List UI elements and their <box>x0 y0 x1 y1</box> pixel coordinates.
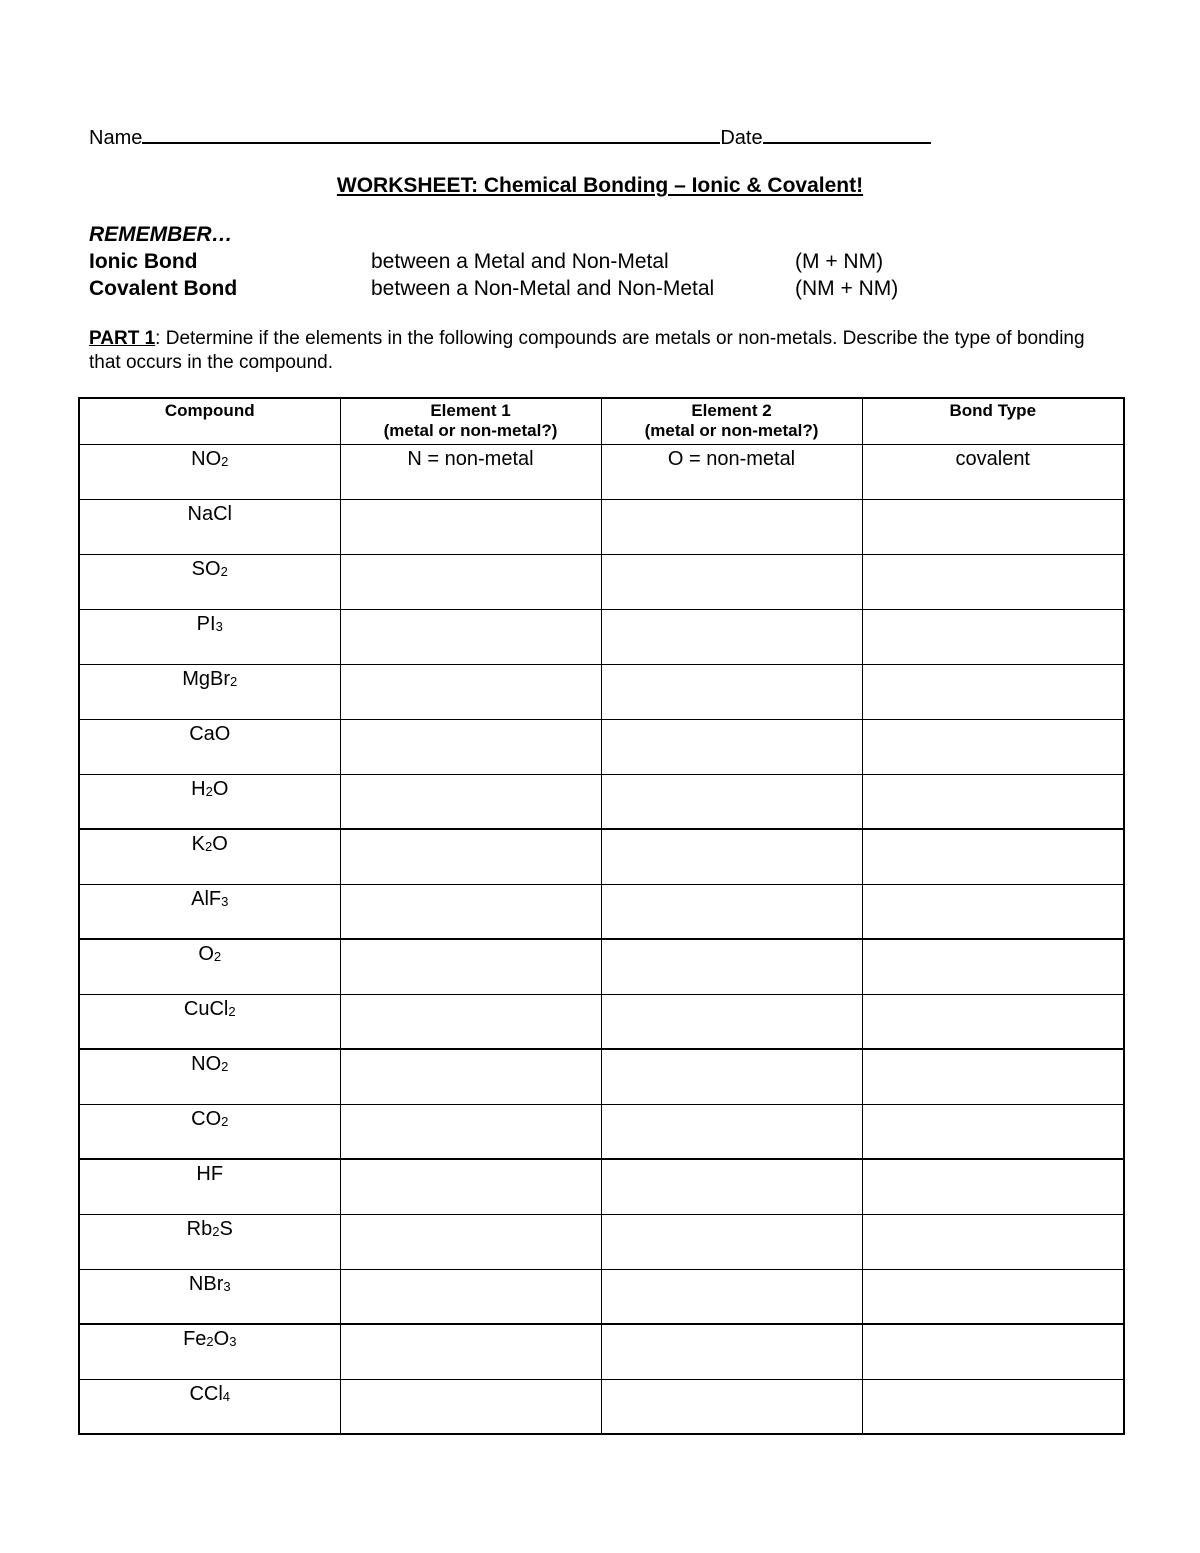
element2-cell[interactable] <box>601 774 862 829</box>
bond-type-cell[interactable]: covalent <box>862 444 1124 499</box>
formula-part: NBr <box>188 1272 224 1295</box>
element2-cell[interactable] <box>601 554 862 609</box>
element2-cell[interactable] <box>601 939 862 994</box>
compound-cell <box>79 1159 340 1214</box>
table-row <box>79 499 1124 554</box>
table-body <box>79 444 1124 1434</box>
formula-part: CO <box>191 1107 222 1130</box>
compound-cell <box>79 1379 340 1434</box>
compound-cell <box>79 664 340 719</box>
element1-cell[interactable] <box>340 1269 601 1324</box>
element2-cell[interactable]: O = non-metal <box>601 444 862 499</box>
compound-cell <box>79 1324 340 1379</box>
part1-label: PART 1 <box>89 328 156 349</box>
header-line <box>89 120 931 150</box>
formula-part: K <box>191 833 206 855</box>
element2-cell[interactable] <box>601 1269 862 1324</box>
compound-cell <box>79 829 340 884</box>
formula-part: CCl <box>189 1382 223 1405</box>
definition-description: between a Non-Metal and Non-Metal <box>371 277 715 300</box>
element1-cell[interactable] <box>340 994 601 1049</box>
element2-cell[interactable] <box>601 1159 862 1214</box>
definition-term: Covalent Bond <box>89 277 238 300</box>
compound-cell <box>79 1214 340 1269</box>
table-row <box>79 1159 1124 1214</box>
element2-cell[interactable] <box>601 1104 862 1159</box>
formula-part: HF <box>196 1163 224 1185</box>
formula-part: SO <box>191 557 221 580</box>
table-row <box>79 829 1124 884</box>
name-label: Name <box>89 127 143 149</box>
table-row <box>79 994 1124 1049</box>
table-row <box>79 884 1124 939</box>
element2-cell[interactable] <box>601 1324 862 1379</box>
remember-heading: REMEMBER… <box>89 223 233 246</box>
compound-cell <box>79 994 340 1049</box>
formula-part: O <box>212 777 229 800</box>
bond-type-cell[interactable] <box>862 774 1124 829</box>
bond-type-cell[interactable] <box>862 1214 1124 1269</box>
element1-cell[interactable] <box>340 554 601 609</box>
formula-subscript: 3 <box>215 618 223 634</box>
element1-cell[interactable] <box>340 664 601 719</box>
table-row <box>79 719 1124 774</box>
element1-cell[interactable] <box>340 719 601 774</box>
compound-cell <box>79 939 340 994</box>
formula-part: Rb <box>186 1217 213 1240</box>
header-line1: Compound <box>164 401 255 420</box>
table-row <box>79 1324 1124 1379</box>
compound-cell <box>79 609 340 664</box>
element2-cell[interactable] <box>601 609 862 664</box>
formula-part: NaCl <box>187 502 232 525</box>
element2-cell[interactable] <box>601 884 862 939</box>
definition-abbreviation: (NM + NM) <box>795 277 899 300</box>
formula-subscript: 2 <box>220 563 228 579</box>
element2-cell[interactable] <box>601 994 862 1049</box>
compound-cell <box>79 774 340 829</box>
definition-ionic <box>89 250 1129 276</box>
definition-term: Ionic Bond <box>89 250 198 273</box>
bond-type-cell[interactable] <box>862 1379 1124 1434</box>
compound-cell <box>79 1269 340 1324</box>
formula-subscript: 2 <box>205 783 213 799</box>
compound-cell <box>79 884 340 939</box>
element1-cell[interactable] <box>340 1214 601 1269</box>
formula-part: MgBr <box>182 667 231 690</box>
formula-part: AlF <box>191 887 222 910</box>
bond-type-cell[interactable] <box>862 719 1124 774</box>
date-field[interactable] <box>763 120 931 144</box>
element2-cell[interactable] <box>601 829 862 884</box>
formula-subscript: 2 <box>221 453 229 469</box>
bond-type-cell[interactable] <box>862 609 1124 664</box>
table-row <box>79 664 1124 719</box>
formula-subscript: 3 <box>229 1334 237 1349</box>
element1-cell[interactable] <box>340 884 601 939</box>
formula-part: S <box>219 1217 233 1240</box>
bond-type-cell[interactable] <box>862 1324 1124 1379</box>
formula-part: CaO <box>189 722 231 745</box>
element1-cell[interactable] <box>340 1104 601 1159</box>
table-row <box>79 1049 1124 1104</box>
element1-cell[interactable] <box>340 1324 601 1379</box>
formula-subscript: 3 <box>221 893 229 909</box>
formula-part: NO <box>191 447 222 470</box>
compound-cell <box>79 554 340 609</box>
compound-cell <box>79 499 340 554</box>
header-compound <box>79 398 340 444</box>
formula-subscript: 2 <box>221 1059 229 1074</box>
compound-cell <box>79 1104 340 1159</box>
element1-cell[interactable] <box>340 774 601 829</box>
element1-cell[interactable] <box>340 829 601 884</box>
bond-type-cell[interactable] <box>862 1159 1124 1214</box>
header-line2: (metal or non-metal?) <box>644 421 819 440</box>
formula-subscript: 2 <box>221 1113 229 1129</box>
table-row <box>79 939 1124 994</box>
formula-subscript: 2 <box>230 673 238 689</box>
bond-type-cell[interactable] <box>862 664 1124 719</box>
formula-part: CuCl <box>183 997 229 1020</box>
table-row <box>79 1269 1124 1324</box>
element1-cell[interactable] <box>340 499 601 554</box>
table-header-row <box>79 398 1124 444</box>
date-label: Date <box>720 127 763 149</box>
formula-subscript: 2 <box>212 1223 220 1239</box>
table-row <box>79 609 1124 664</box>
formula-part: O <box>198 943 214 965</box>
part1-text: : Determine if the elements in the following compounds are metals or non-metals. Describe the type of bonding that occurs in the compound. <box>89 328 1085 373</box>
bond-type-cell[interactable] <box>862 994 1124 1049</box>
formula-subscript: 2 <box>206 1334 214 1349</box>
element2-cell[interactable] <box>601 499 862 554</box>
table-row <box>79 1104 1124 1159</box>
header-bond-type <box>862 398 1124 444</box>
header-line1: Bond Type <box>949 401 1037 420</box>
formula-part: NO <box>191 1053 222 1075</box>
bond-type-cell[interactable] <box>862 554 1124 609</box>
table-row <box>79 554 1124 609</box>
formula-part: O <box>213 1328 230 1350</box>
formula-part: H <box>191 777 206 800</box>
header-element1 <box>340 398 601 444</box>
definition-description: between a Metal and Non-Metal <box>371 250 669 273</box>
definition-covalent <box>89 277 1129 303</box>
part1-instructions <box>89 327 1089 375</box>
formula-part: O <box>212 833 228 855</box>
header-element2 <box>601 398 862 444</box>
element1-cell[interactable] <box>340 1379 601 1434</box>
definition-abbreviation: (M + NM) <box>795 250 884 273</box>
element1-cell[interactable] <box>340 609 601 664</box>
element1-cell[interactable]: N = non-metal <box>340 444 601 499</box>
bond-type-cell[interactable] <box>862 829 1124 884</box>
element2-cell[interactable] <box>601 719 862 774</box>
bond-type-cell[interactable] <box>862 1104 1124 1159</box>
bond-type-cell[interactable] <box>862 1049 1124 1104</box>
formula-subscript: 2 <box>205 839 213 854</box>
formula-subscript: 2 <box>213 949 222 964</box>
bond-type-cell[interactable] <box>862 939 1124 994</box>
bonding-table <box>78 397 1125 1435</box>
element2-cell[interactable] <box>601 1214 862 1269</box>
bond-type-cell[interactable] <box>862 884 1124 939</box>
bond-type-cell[interactable] <box>862 1269 1124 1324</box>
formula-subscript: 4 <box>222 1388 231 1404</box>
formula-subscript: 3 <box>223 1278 231 1294</box>
bond-type-cell[interactable] <box>862 499 1124 554</box>
table-row <box>79 1379 1124 1434</box>
page-title: WORKSHEET: Chemical Bonding – Ionic & Covalent! <box>336 174 864 197</box>
table-row <box>79 1214 1124 1269</box>
header-line1: Element 2 <box>691 401 772 420</box>
compound-cell <box>79 1049 340 1104</box>
element1-cell[interactable] <box>340 939 601 994</box>
compound-cell <box>79 444 340 499</box>
element2-cell[interactable] <box>601 1379 862 1434</box>
formula-subscript: 2 <box>228 1003 236 1019</box>
formula-part: PI <box>196 612 216 635</box>
name-field[interactable] <box>142 120 720 144</box>
element2-cell[interactable] <box>601 1049 862 1104</box>
element1-cell[interactable] <box>340 1159 601 1214</box>
formula-part: Fe <box>183 1328 207 1350</box>
element2-cell[interactable] <box>601 664 862 719</box>
table-row <box>79 444 1124 499</box>
table-row <box>79 774 1124 829</box>
compound-cell <box>79 719 340 774</box>
header-line1: Element 1 <box>430 401 511 420</box>
header-line2: (metal or non-metal?) <box>383 421 558 440</box>
element1-cell[interactable] <box>340 1049 601 1104</box>
